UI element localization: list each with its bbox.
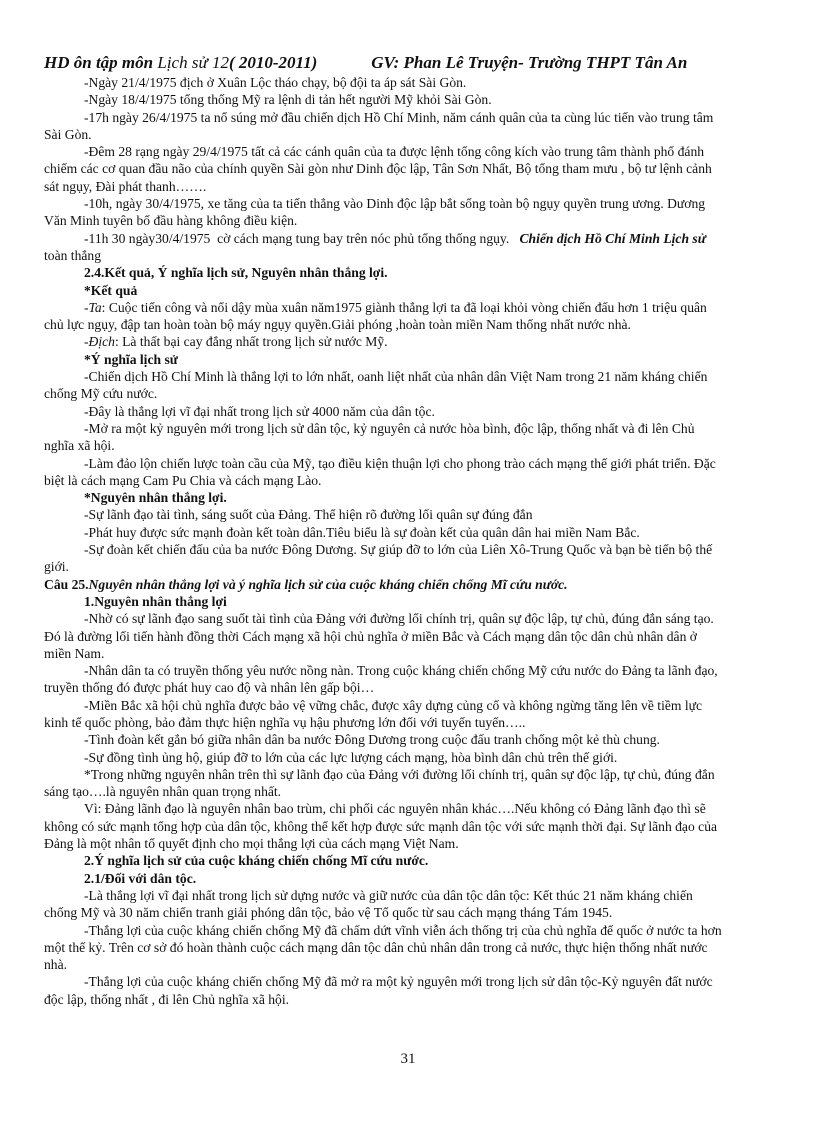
paragraph-line: -Đêm 28 rạng ngày 29/4/1975 tất cả các cánh quân của ta được lệnh tổng công kích vào trung tâm thành phố đánh [84,144,705,160]
header-title-subject: Lịch sử 12 [157,53,229,72]
header-teacher: GV: Phan Lê Truyện- Trường THPT Tân An [371,53,688,72]
italic-label: -Ta [84,299,102,315]
paragraph-line: -Nhân dân ta có truyền thống yêu nước nồng nàn. Trong cuộc kháng chiến chống Mỹ cứu nước do Đảng ta lãnh đạo, [84,663,718,679]
paragraph-line: chống Mỹ cứu nước. [44,386,158,402]
paragraph-line [84,333,776,350]
page-number: 31 [400,1051,416,1067]
paragraph-line: sáng tạo….là nguyên nhân quan trọng nhất. [44,784,282,800]
paragraph-line: -Đây là thắng lợi vĩ đại nhất trong lịch sử 4000 năm của dân tộc. [84,403,435,419]
paragraph-line: *Trong những nguyên nhân trên thì sự lãnh đạo của Đảng với đường lối chính trị, quân sự độc lập, tự chủ, đúng đắn [84,766,715,782]
paragraph-line: -Ngày 21/4/1975 địch ở Xuân Lộc tháo chạy, bộ đội ta áp sát Sài Gòn. [84,75,467,90]
paragraph-line: miền Nam. [44,645,105,661]
section-heading: 2.1/Đối với dân tộc. [84,870,197,886]
page-header [44,52,776,74]
paragraph-line: Sài Gòn. [44,126,92,142]
paragraph-line: nhà. [44,957,68,973]
paragraph-line: -Miền Bắc xã hội chủ nghĩa được bảo vệ vững chắc, được xây dựng củng cố và không ngừng tăng lên về tiềm lực [84,697,703,713]
emphasis-text: Chiến dịch Hồ Chí Minh Lịch sử [519,230,706,246]
italic-label: -Địch [84,334,115,350]
paragraph-line: -Thắng lợi của cuộc kháng chiến chống Mỹ đã mở ra một kỷ nguyên mới trong lịch sử dân tộc-Kỷ nguyên đất nước [84,974,713,990]
paragraph-line: Đảng là một nhân tố quyết định cho mọi thắng lợi của cách mạng Việt Nam. [44,836,459,852]
paragraph-line: -Là thắng lợi vĩ đại nhất trong lịch sử dựng nước và giữ nước của dân tộc dân tộc: Kết thúc 21 năm kháng chiến [84,887,693,903]
paragraph-line: chống Mỹ và 30 năm chiến tranh giải phóng dân tộc, bảo vệ Tổ quốc từ sau cách mạng tháng Tám 1945. [44,905,613,921]
paragraph-line: chủ lực ngụy, đập tan hoàn toàn bộ máy ngụy quyền.Giải phóng ,hoàn toàn miền Nam thống nhất nước nhà. [44,317,631,333]
line-text: : Là thất bại cay đắng nhất trong lịch sử nước Mỹ. [114,334,388,350]
paragraph-line: -Ngày 18/4/1975 tổng thống Mỹ ra lệnh di tản hết người Mỹ khỏi Sài Gòn. [84,92,492,108]
section-heading: 2.4.Kết quả, Ý nghĩa lịch sử, Nguyên nhân thắng lợi. [84,265,388,281]
paragraph-line: kinh tế quốc phòng, bảo đảm thực hiện nghĩa vụ hậu phương lớn đối với tuyến tuyến….. [44,714,526,730]
section-heading: *Kết quả [84,282,138,298]
section-heading: 2.Ý nghĩa lịch sử của cuộc kháng chiến chống Mĩ cứu nước. [84,853,429,869]
paragraph-line: -Tình đoàn kết gắn bó giữa nhân dân ba nước Đông Dương trong cuộc đấu tranh chống một kẻ thù chung. [84,732,660,748]
header-title-prefix: HD ôn tập môn [44,53,158,72]
line-text: -11h 30 ngày30/4/1975 cờ cách mạng tung bay trên nóc phủ tổng thống ngụy. [84,230,520,246]
paragraph-line: -Nhờ có sự lãnh đạo sang suốt tài tình của Đảng với đường lối chính trị, quân sự độc lập, tự chủ, đúng đắn sáng tạo. [84,611,714,627]
question-heading [44,576,776,593]
paragraph-line: giới. [44,559,69,575]
paragraph-line: nghĩa xã hội. [44,438,115,454]
paragraph-line: toàn thắng [44,247,102,263]
section-heading: *Nguyên nhân thắng lợi. [84,490,227,506]
paragraph-line: -Sự đồng tình ủng hộ, giúp đỡ to lớn của các lực lượng cách mạng, hòa bình dân chủ trên thế giới. [84,749,618,765]
paragraph-line: -Sự đoàn kết chiến đấu của ba nước Đông Dương. Sự giúp đỡ to lớn của Liên Xô-Trung Quốc và bạn bè tiến bộ thế [84,542,713,558]
header-title-year: ( 2010-2011) [228,53,318,72]
paragraph-line: Vì: Đảng lãnh đạo là nguyên nhân bao trùm, chi phối các nguyên nhân khác….Nếu không có Đảng lãnh đạo thì sẽ [84,801,706,817]
paragraph-line: Văn Minh tuyên bố đầu hàng không điều kiện. [44,213,298,229]
paragraph-line: -Thắng lợi của cuộc kháng chiến chống Mỹ đã chấm dứt vĩnh viễn ách thống trị của chủ nghĩa đế quốc ở nước ta hơn [84,922,722,938]
paragraph-line: -Chiến dịch Hồ Chí Minh là thắng lợi to lớn nhất, oanh liệt nhất của nhân dân Việt Nam trong 21 năm kháng chiến [84,369,708,385]
paragraph-line: -Làm đảo lộn chiến lược toàn cầu của Mỹ, tạo điều kiện thuận lợi cho phong trào cách mạng thế giới phát triển. Đặc [84,455,716,471]
paragraph-line: sát ngụy, Đài phát thanh……. [44,178,207,194]
paragraph-line: -17h ngày 26/4/1975 ta nổ súng mở đầu chiến dịch Hồ Chí Minh, năm cánh quân của ta cùng lúc tiến vào trung tâm [84,109,714,125]
paragraph-line: Đó là đường lối tiến hành đồng thời Cách mạng xã hội chủ nghĩa ở miền Bắc và Cách mạng dân tộc dân chủ nhân dân ở [44,628,697,644]
section-heading: *Ý nghĩa lịch sử [84,351,178,367]
paragraph-line [84,299,776,316]
paragraph-line: -10h, ngày 30/4/1975, xe tăng của ta tiến thẳng vào Dinh độc lập bắt sống toàn bộ ngụy quyền trung ương. Dương [84,196,706,212]
paragraph-line: -Sự lãnh đạo tài tình, sáng suốt của Đảng. Thể hiện rõ đường lối quân sự đúng đắn [84,507,533,523]
paragraph-line: một thế kỷ. Trên cơ sở đó hoàn thành cuộc cách mạng dân tộc dân chủ nhân dân trong cả nước, thực hiện thống nhất nước [44,939,708,955]
paragraph-line: chiếm các cơ quan đầu não của chính quyền Sài gòn như Dinh độc lập, Tân Sơn Nhất, Bộ tổng tham mưu , bộ tư lệnh cảnh [44,161,712,177]
section-heading: 1.Nguyên nhân thắng lợi [84,593,227,609]
paragraph-line [84,230,776,247]
paragraph-line: biệt là cách mạng Cam Pu Chia và cách mạng Lào. [44,472,322,488]
paragraph-line: độc lập, thống nhất , đi lên Chủ nghĩa xã hội. [44,991,290,1007]
paragraph-line: không có sức mạnh tổng hợp của dân tộc, không thể kết hợp được sức mạnh dân tộc với sức mạnh thời đại. Sự lãnh đạo của [44,818,718,834]
paragraph-line: -Mở ra một kỷ nguyên mới trong lịch sử dân tộc, kỷ nguyên cả nước hòa bình, độc lập, thống nhất và đi lên Chủ [84,420,695,436]
question-title: Nguyên nhân thắng lợi và ý nghĩa lịch sử của cuộc kháng chiến chống Mĩ cứu nước. [88,576,568,592]
document-body [44,74,776,1008]
paragraph-line: -Phát huy được sức mạnh đoàn kết toàn dân.Tiêu biểu là sự đoàn kết của quân dân hai miền Nam Bắc. [84,524,640,540]
document-page [44,52,776,1008]
question-number: Câu 25. [44,576,89,592]
paragraph-line: truyền thống đó được phát huy cao độ và nhân lên gấp bội… [44,680,375,696]
line-text: : Cuộc tiến công và nổi dậy mùa xuân năm1975 giành thắng lợi ta đã loại khỏi vòng chiến đấu hơn 1 triệu quân [101,299,707,315]
